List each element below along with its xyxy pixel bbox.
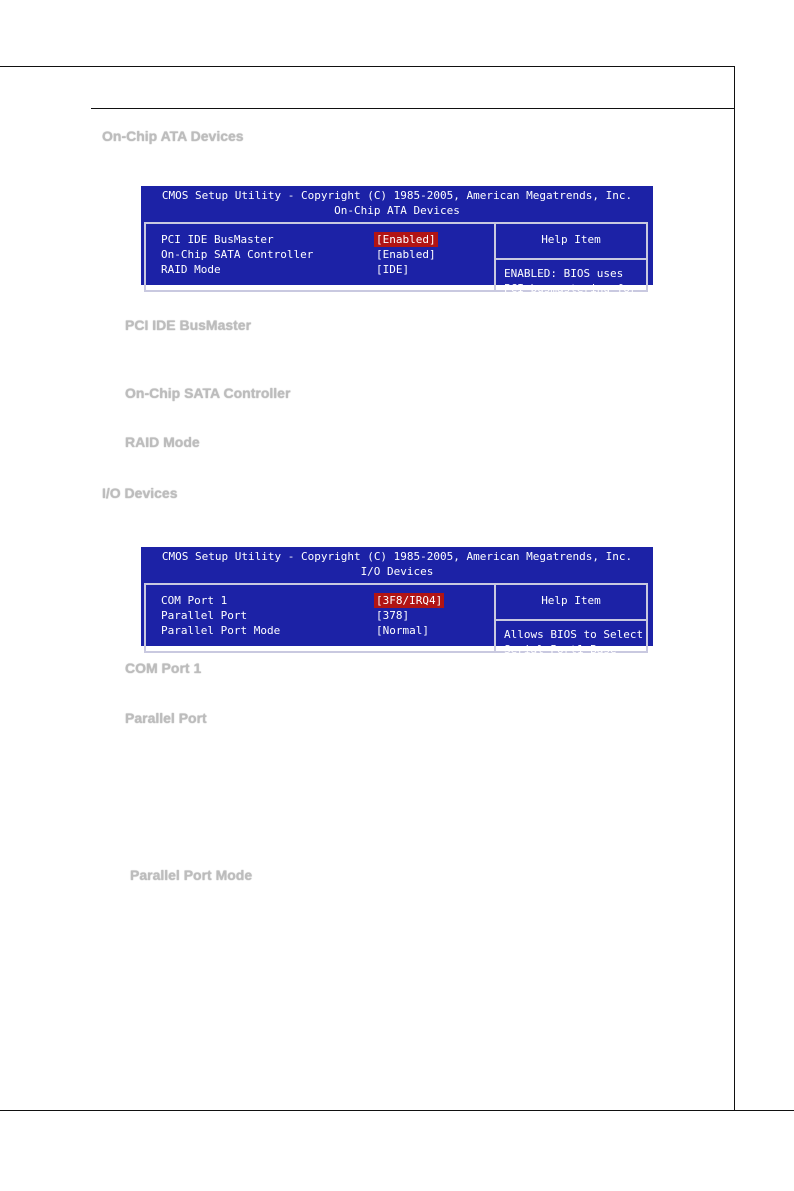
- bios-screenshot-on-chip-ata: [141, 186, 653, 295]
- bios-row-value[interactable]: [Normal]: [376, 624, 429, 637]
- item-heading-on-chip-sata-controller: On-Chip SATA Controller: [125, 385, 291, 401]
- bios-frame: [144, 222, 648, 295]
- bios-screenshot-io-devices: [141, 547, 653, 656]
- bios-help-separator: [496, 258, 646, 260]
- bios-frame: [144, 583, 648, 656]
- bios-row-label: PCI IDE BusMaster: [161, 233, 274, 246]
- item-heading-parallel-port: Parallel Port: [125, 710, 207, 726]
- bios-row-raid-mode[interactable]: [161, 262, 491, 277]
- bios-row-com-port-1[interactable]: [161, 593, 491, 608]
- header-rule: [91, 108, 735, 109]
- bios-row-parallel-port-mode[interactable]: [161, 623, 491, 638]
- item-heading-com-port-1: COM Port 1: [125, 660, 202, 676]
- footer-rule: [0, 1110, 794, 1111]
- item-heading-parallel-port-mode: Parallel Port Mode: [130, 867, 253, 883]
- bios-help-title: Help Item: [541, 233, 601, 246]
- bios-title-copyright: CMOS Setup Utility - Copyright (C) 1985-2005, American Megatrends, Inc.: [161, 550, 633, 563]
- page-top-rule: [0, 66, 735, 67]
- bios-help-text: Allows BIOS to Select Serial Port1 Base: [504, 628, 644, 656]
- bios-row-label: COM Port 1: [161, 594, 228, 607]
- bios-title-page: On-Chip ATA Devices: [334, 204, 460, 217]
- bios-help-separator: [496, 619, 646, 621]
- bios-row-value[interactable]: [Enabled]: [376, 248, 436, 261]
- bios-row-pci-ide-busmaster[interactable]: [161, 232, 491, 247]
- bios-row-label: Parallel Port: [161, 609, 248, 622]
- section-heading-on-chip-ata-devices: On-Chip ATA Devices: [102, 128, 244, 144]
- bios-row-label: On-Chip SATA Controller: [161, 248, 314, 261]
- bios-help-text: ENABLED: BIOS uses PCI busmastering for: [504, 267, 637, 295]
- section-heading-io-devices: I/O Devices: [102, 485, 178, 501]
- item-heading-raid-mode: RAID Mode: [125, 434, 200, 450]
- item-heading-pci-ide-busmaster: PCI IDE BusMaster: [125, 317, 252, 333]
- bios-title-copyright: CMOS Setup Utility - Copyright (C) 1985-2005, American Megatrends, Inc.: [161, 189, 633, 202]
- right-margin-rule: [734, 66, 735, 1110]
- bios-row-on-chip-sata-controller[interactable]: [161, 247, 491, 262]
- bios-title-page: I/O Devices: [360, 565, 434, 578]
- bios-help-title: Help Item: [541, 594, 601, 607]
- bios-row-value[interactable]: [IDE]: [376, 263, 410, 276]
- bios-row-value[interactable]: [Enabled]: [376, 233, 436, 246]
- bios-row-value[interactable]: [378]: [376, 609, 410, 622]
- bios-row-label: RAID Mode: [161, 263, 221, 276]
- bios-row-value[interactable]: [3F8/IRQ4]: [376, 594, 443, 607]
- bios-row-parallel-port[interactable]: [161, 608, 491, 623]
- bios-row-label: Parallel Port Mode: [161, 624, 281, 637]
